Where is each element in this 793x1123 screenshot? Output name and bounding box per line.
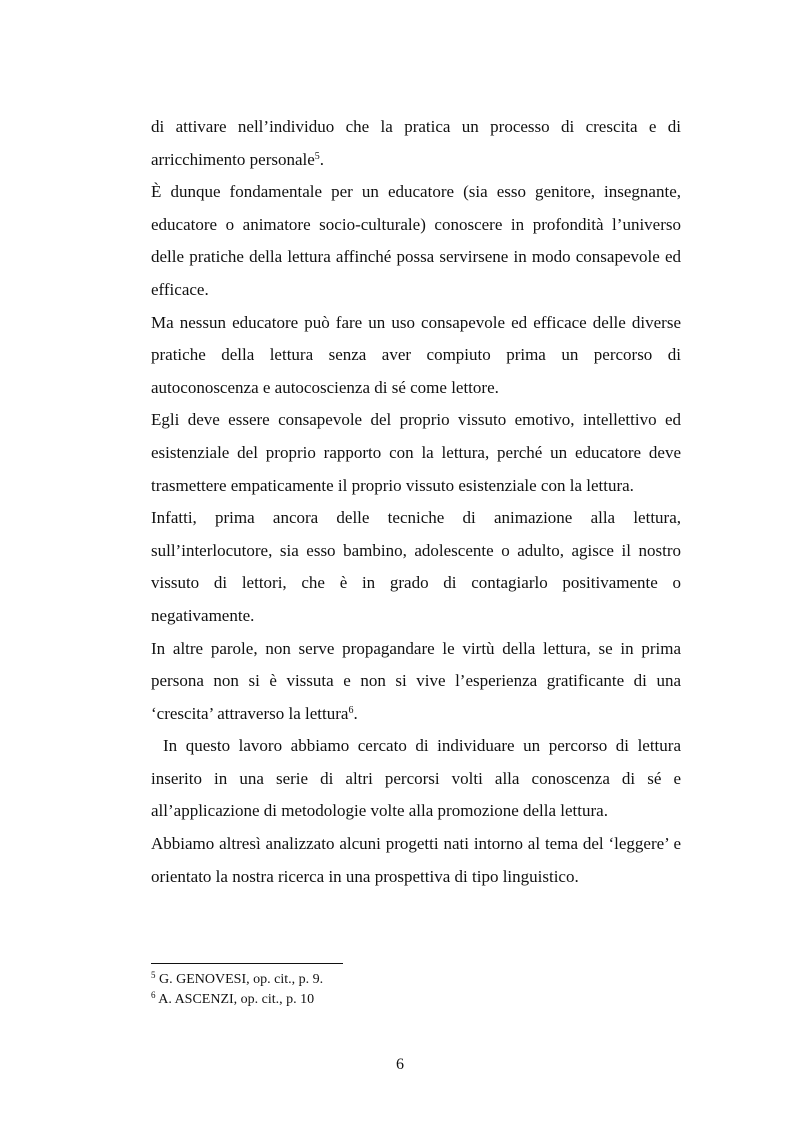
paragraph-1-text: di attivare nell’individuo che la pratica un processo di crescita e di arricchimento personale (151, 117, 681, 169)
footnote-number: 5 (151, 970, 156, 980)
paragraph-6 (151, 633, 681, 731)
paragraph-8: Abbiamo altresì analizzato alcuni progetti nati intorno al tema del ‘leggere’ e orientato la nostra ricerca in una prospettiva di tipo linguistico. (151, 834, 681, 886)
footnote-ref-6: 6 (348, 704, 354, 716)
footnote-5 (151, 970, 681, 990)
footnotes (151, 970, 681, 1010)
footnote-ref-5: 5 (314, 150, 320, 162)
paragraph-3: Ma nessun educatore può fare un uso consapevole ed efficace delle diverse pratiche della lettura senza aver compiuto prima un percorso di autoconoscenza e autocoscienza di sé come lettore. (151, 312, 681, 397)
paragraph-5: Infatti, prima ancora delle tecniche di animazione alla lettura, sull’interlocutore, sia esso bambino, adolescente o adulto, agisce il nostro vissuto di lettori, che è in grado di contagiarlo positivamente o negativamente. (151, 508, 681, 625)
paragraph-1 (151, 111, 681, 176)
paragraph-4: Egli deve essere consapevole del proprio vissuto emotivo, intellettivo ed esistenziale del proprio rapporto con la lettura, perché un educatore deve trasmettere empaticamente il proprio vissuto esistenziale con la lettura. (151, 410, 681, 495)
paragraph-6-tail: . (353, 703, 358, 723)
footnote-text: G. GENOVESI, op. cit., p. 9. (155, 972, 324, 987)
paragraph-2: È dunque fondamentale per un educatore (sia esso genitore, insegnante, educatore o animatore socio-culturale) conoscere in profondità l’universo delle pratiche della lettura affinché possa servirsene in modo consapevole ed efficace. (151, 182, 681, 299)
footnote-number: 6 (151, 990, 156, 1000)
footnote-separator (151, 963, 343, 964)
body-text (151, 111, 681, 893)
paragraph-1-tail: . (319, 149, 325, 169)
paragraph-6-text: In altre parole, non serve propagandare le virtù della lettura, se in prima persona non si è vissuta e non si vive l’esperienza gratificante di una ‘crescita’ attraverso la lettura (151, 638, 681, 723)
footnote-6 (151, 990, 681, 1010)
paragraph-7: In questo lavoro abbiamo cercato di individuare un percorso di lettura inserito in una serie di altri percorsi volti alla conoscenza di sé e all’applicazione di metodologie volte alla promozione della lettura. (151, 736, 681, 821)
page-number: 6 (396, 1056, 404, 1073)
footnote-text: A. ASCENZI, op. cit., p. 10 (155, 992, 315, 1007)
